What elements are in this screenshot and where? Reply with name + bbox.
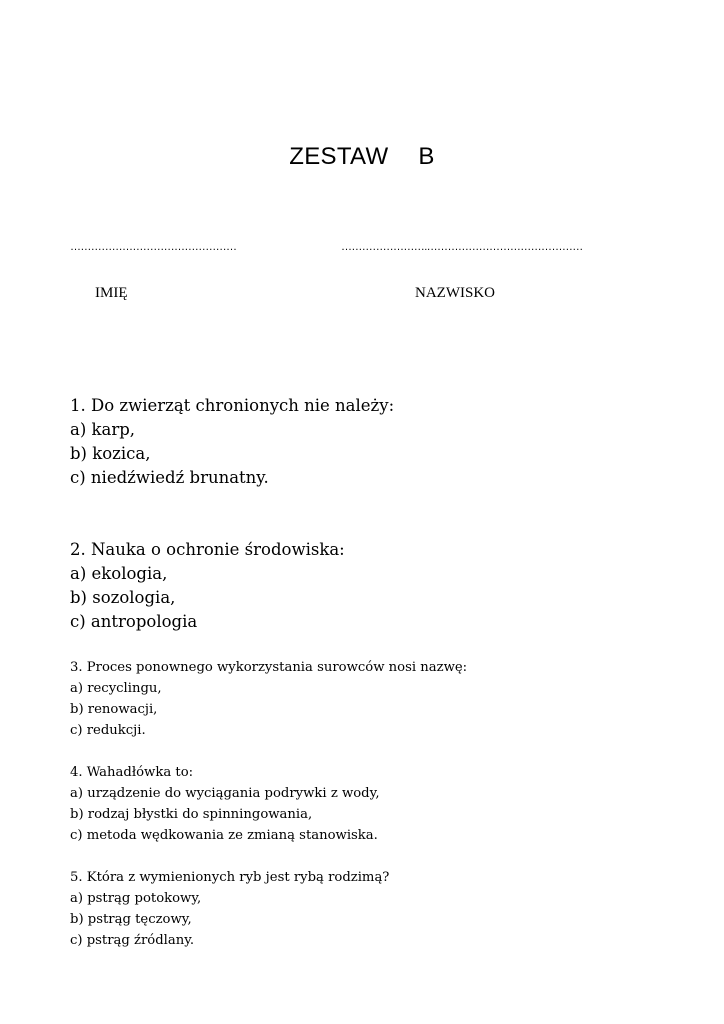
question-1 <box>70 394 394 490</box>
question-2 <box>70 538 345 634</box>
answer-option-b: b) renowacji, <box>70 702 158 717</box>
title-word: ZESTAW <box>289 143 389 170</box>
first-name-line: ………………………………………… <box>70 241 237 253</box>
page-title <box>0 143 724 171</box>
first-name-label: IMIĘ <box>95 285 128 301</box>
answer-option-c: c) redukcji. <box>70 723 146 738</box>
title-letter: B <box>418 143 435 170</box>
answer-option-b: b) kozica, <box>70 444 151 463</box>
question-5 <box>70 867 389 951</box>
answer-option-c: c) antropologia <box>70 612 198 631</box>
question-3 <box>70 657 467 741</box>
question-prompt: 3. Proces ponownego wykorzystania surowców nosi nazwę: <box>70 660 468 675</box>
answer-option-a: a) pstrąg potokowy, <box>70 891 202 906</box>
answer-option-a: a) urządzenie do wyciągania podrywki z wody, <box>70 786 380 801</box>
question-prompt: 2. Nauka o ochronie środowiska: <box>70 540 345 559</box>
question-prompt: 4. Wahadłówka to: <box>70 765 194 780</box>
answer-option-a: a) ekologia, <box>70 564 168 583</box>
answer-option-c: c) niedźwiedź brunatny. <box>70 468 269 487</box>
answer-option-b: b) rodzaj błystki do spinningowania, <box>70 807 313 822</box>
answer-option-a: a) recyclingu, <box>70 681 162 696</box>
answer-option-b: b) sozologia, <box>70 588 176 607</box>
answer-option-a: a) karp, <box>70 420 136 439</box>
answer-option-c: c) pstrąg źródlany. <box>70 933 195 948</box>
last-name-line: …………………….……………………………………… <box>341 241 583 253</box>
last-name-label: NAZWISKO <box>415 285 495 301</box>
question-prompt: 1. Do zwierząt chronionych nie należy: <box>70 396 395 415</box>
answer-option-c: c) metoda wędkowania ze zmianą stanowiska. <box>70 828 378 843</box>
answer-option-b: b) pstrąg tęczowy, <box>70 912 192 927</box>
question-4 <box>70 762 380 846</box>
question-prompt: 5. Która z wymienionych ryb jest rybą rodzimą? <box>70 870 390 885</box>
